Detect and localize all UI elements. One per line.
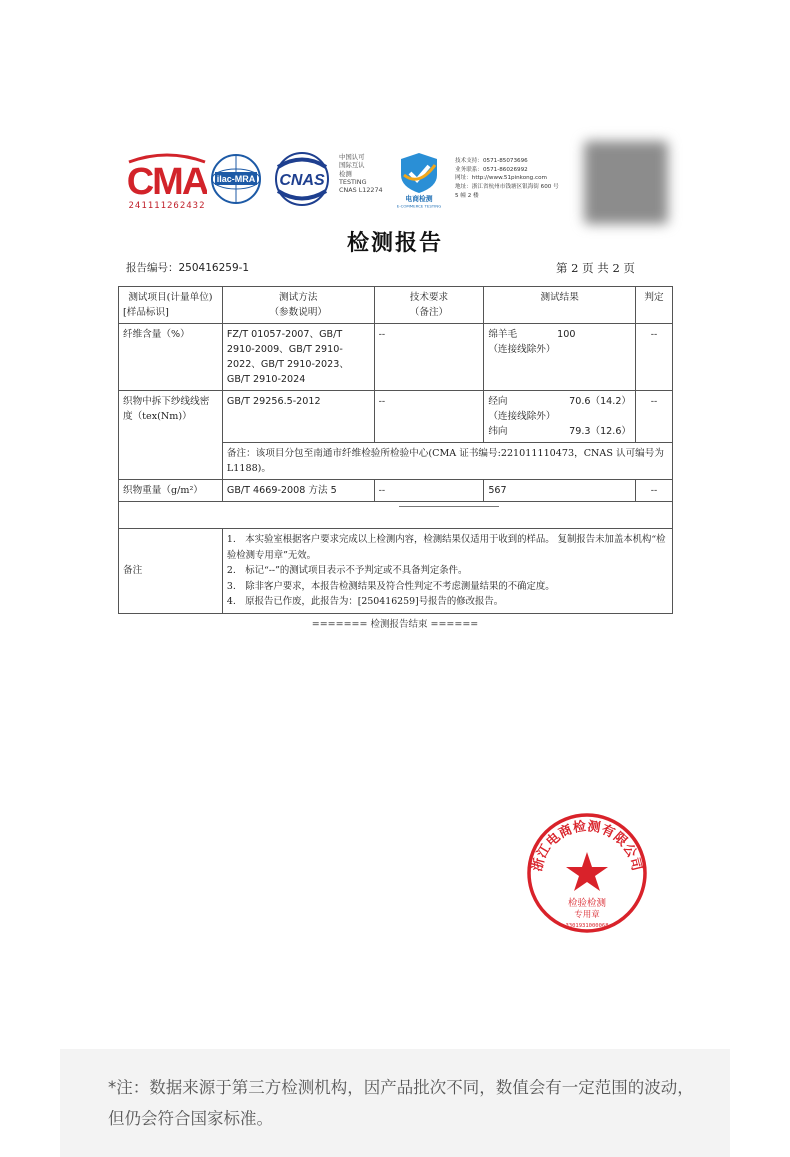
cnas-accreditation-text: 中国认可 国际互认 检测 TESTING CNAS L12274 (339, 153, 383, 195)
row-item: 纤维含量（%） (119, 324, 223, 391)
warp-value: 70.6（14.2） (569, 396, 632, 407)
qr-code-blurred (584, 141, 668, 224)
footer-note: *注：数据来源于第三方检测机构，因产品批次不同，数值会有一定范围的波动，但仍会符合国家标准。 (108, 1078, 694, 1128)
stamp-company: 浙江电商检测有限公司 (530, 819, 644, 873)
divider (399, 506, 499, 507)
table-empty-row (119, 502, 673, 529)
contact-info (455, 157, 595, 201)
contact-line: 网址：http://www.51pinkong.com (455, 175, 547, 182)
notes-content (222, 529, 672, 614)
stamp-number: 3301931000068 (565, 923, 609, 929)
ilac-mra-logo (211, 153, 261, 205)
row-judge: -- (636, 391, 673, 443)
result-note: （连接线除外） (488, 411, 556, 422)
row-requirement: -- (374, 391, 484, 443)
row-result (484, 324, 636, 391)
table-row (119, 324, 673, 391)
header-item: 测试项目(计量单位) [样品标识] (119, 287, 223, 324)
test-results-table (118, 286, 673, 614)
report-number-label: 报告编号： (126, 262, 179, 274)
table-notes-row (119, 529, 673, 614)
page-info: 第 2 页 共 2 页 (556, 261, 635, 275)
notes-label: 备注 (119, 529, 223, 614)
table-header-row (119, 287, 673, 324)
result-label: 绵羊毛 (488, 329, 518, 340)
note-item: 2. 标记“--”的测试项目表示不予判定或不具备判定条件。 (226, 565, 468, 576)
warp-label: 经向 (488, 396, 508, 407)
row-judge: -- (636, 324, 673, 391)
ecommerce-testing-logo (395, 151, 443, 209)
result-note: （连接线除外） (488, 344, 556, 355)
official-stamp (526, 812, 648, 934)
table-row (119, 480, 673, 502)
weft-label: 纬向 (488, 426, 508, 437)
ec-logo-cn: 电商检测 (405, 195, 433, 203)
report-number-value: 250416259-1 (178, 262, 250, 274)
cnas-logo-text: CNAS (279, 172, 325, 189)
row-method: GB/T 4669-2008 方法 5 (222, 480, 374, 502)
contact-line: 5 幢 2 楼 (455, 192, 479, 199)
stamp-line1: 检验检测 (567, 898, 607, 909)
row-item: 织物重量（g/m²） (119, 480, 223, 502)
result-value: 100 (557, 329, 576, 340)
header-method: 测试方法 （参数说明） (222, 287, 374, 324)
row-method: FZ/T 01057-2007、GB/T 2910-2009、GB/T 2910-2022、GB/T 2910-2023、GB/T 2910-2024 (222, 324, 374, 391)
row-result (484, 391, 636, 443)
ilac-logo-text: ilac-MRA (216, 174, 256, 184)
note-item: 4. 原报告已作废，此报告为：[250416259]号报告的修改报告。 (226, 596, 504, 607)
header-requirement: 技术要求 （备注） (374, 287, 484, 324)
row-result: 567 (484, 480, 636, 502)
row-remark: 备注：该项目分包至南通市纤维检验所检验中心(CMA 证书编号:221011110473，CNAS 认可编号为 L1188)。 (222, 443, 672, 480)
contact-line: 业务联系：0571-86026992 (455, 166, 528, 173)
header-result: 测试结果 (484, 287, 636, 324)
note-item: 1. 本实验室根据客户要求完成以上检测内容，检测结果仅适用于收到的样品。 复制报告未加盖本机构“检验检测专用章”无效。 (226, 534, 666, 561)
weft-value: 79.3（12.6） (569, 426, 632, 437)
stamp-line2: 专用章 (574, 910, 600, 920)
document-title: 检测报告 (346, 230, 443, 256)
row-requirement: -- (374, 480, 484, 502)
ec-logo-en: E-COMMERCE TESTING (396, 203, 442, 209)
row-item: 织物中拆下纱线线密度（tex(Nm)） (119, 391, 223, 480)
cma-logo-text: CMA (127, 161, 207, 203)
row-requirement: -- (374, 324, 484, 391)
cnas-logo (268, 152, 336, 206)
contact-line: 技术支持：0571-85073696 (455, 158, 528, 164)
row-method: GB/T 29256.5-2012 (222, 391, 374, 443)
cma-number: 241111262432 (128, 201, 206, 211)
note-item: 3. 除非客户要求，本报告检测结果及符合性判定不考虑测量结果的不确定度。 (226, 580, 555, 592)
report-end-marker: ======= 检测报告结束 ====== (311, 619, 479, 630)
report-number (126, 260, 249, 275)
row-judge: -- (636, 480, 673, 502)
header-judge: 判定 (636, 287, 673, 324)
table-row (119, 391, 673, 443)
contact-line: 地址：浙江省杭州市钱塘区银海街 600 号 (455, 184, 559, 191)
